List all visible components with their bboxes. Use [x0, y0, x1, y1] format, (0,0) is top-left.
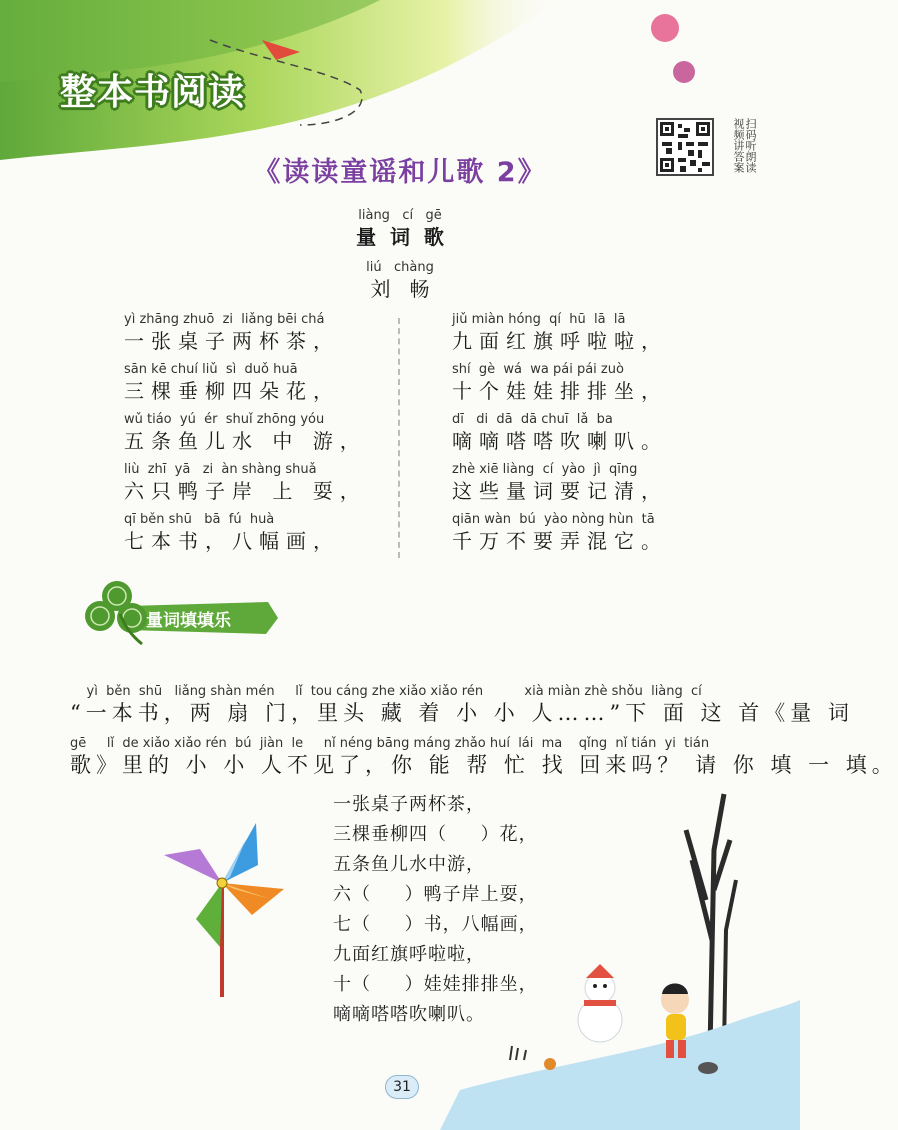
line-pinyin: shí gè wá wa pái pái zuò [452, 362, 624, 377]
sub-section-title: 量词填填乐 [146, 611, 231, 631]
line-text: 七本书，八幅画， [124, 529, 340, 553]
exercise-line: 一张桌子两杯茶， [333, 794, 485, 815]
section-title: 整本书阅读 [60, 72, 246, 113]
instruction-line [70, 684, 854, 726]
poem-line [124, 312, 424, 362]
line-text: 十个娃娃排排坐， [452, 379, 668, 403]
line-pinyin: jiǔ miàn hóng qí hū lā lā [452, 312, 626, 327]
book-title: 《读读童谣和儿歌 2》 [253, 157, 547, 188]
poem-title-block [300, 208, 500, 250]
line-pinyin: dī di dā dā chuī lǎ ba [452, 412, 613, 427]
poem-left-column [124, 312, 424, 562]
instruction-text: 歌》里的 小 小 人不见了，你 能 帮 忙 找 回来吗？ 请 你 填 一 填。 [70, 753, 898, 777]
line-pinyin: liù zhī yā zi àn shàng shuǎ [124, 462, 317, 477]
poem-line [124, 412, 424, 462]
exercise-line-blank[interactable]: 三棵垂柳四（ ）花， [333, 824, 538, 845]
line-pinyin: yì zhāng zhuō zi liǎng bēi chá [124, 312, 325, 327]
exercise-line-blank[interactable]: 六（ ）鸭子岸上耍， [333, 884, 538, 905]
line-text: 九面红旗呼啦啦， [452, 329, 668, 353]
poem-author: 刘 畅 [370, 277, 430, 301]
poem-line [452, 312, 752, 362]
line-text: 这些量词要记清， [452, 479, 668, 503]
line-pinyin: zhè xiē liàng cí yào jì qīng [452, 462, 638, 477]
poem-right-column [452, 312, 752, 562]
instruction-pinyin: yì běn shū liǎng shàn mén lǐ tou cáng zhe xiǎo xiǎo rén xià miàn zhè shǒu liàng cí [70, 684, 702, 699]
line-pinyin: qiān wàn bú yào nòng hùn tā [452, 512, 655, 527]
poem-author-block [300, 260, 500, 302]
line-text: 六只鸭子岸 上 耍， [124, 479, 367, 503]
instruction-pinyin: gē lǐ de xiǎo xiǎo rén bú jiàn le nǐ néng bāng máng zhǎo huí lái ma qǐng nǐ tián yi tián [70, 736, 710, 751]
line-text: 千万不要弄混它。 [452, 529, 668, 553]
snow-scene-illustration [440, 960, 800, 1130]
page-number: 31 [385, 1075, 419, 1099]
pinwheel-illustration [160, 815, 290, 1000]
exercise-line-blank[interactable]: 十（ ）娃娃排排坐， [333, 974, 538, 995]
poem-line [452, 462, 752, 512]
instruction-text: “一本书，两 扇 门，里头 藏 着 小 小 人……”下 面 这 首《量 词 [70, 701, 854, 725]
line-text: 五条鱼儿水 中 游， [124, 429, 367, 453]
exercise-line: 嘀嘀嗒嗒吹喇叭。 [333, 1004, 485, 1025]
poem-line [124, 362, 424, 412]
poem-line [452, 512, 752, 562]
exercise-line-blank[interactable]: 七（ ）书，八幅画， [333, 914, 538, 935]
line-pinyin: sān kē chuí liǔ sì duǒ huā [124, 362, 298, 377]
instruction-line [70, 736, 898, 778]
poem-title: 量 词 歌 [356, 225, 444, 249]
clover-icon [82, 578, 152, 648]
poem-author-pinyin: liú chàng [366, 260, 434, 275]
line-text: 一张桌子两杯茶， [124, 329, 340, 353]
exercise-line: 九面红旗呼啦啦， [333, 944, 485, 965]
poem-line [124, 512, 424, 562]
poem-line [452, 412, 752, 462]
line-pinyin: qī běn shū bā fú huà [124, 512, 275, 527]
poem-line [452, 362, 752, 412]
exercise-line: 五条鱼儿水中游， [333, 854, 485, 875]
line-pinyin: wǔ tiáo yú ér shuǐ zhōng yóu [124, 412, 325, 427]
qr-caption: 扫码听朗读视频讲答案 [732, 118, 757, 173]
poem-title-pinyin: liàng cí gē [358, 208, 442, 223]
poem-line [124, 462, 424, 512]
column-divider [398, 318, 400, 558]
line-text: 三棵垂柳四朵花， [124, 379, 340, 403]
line-text: 嘀嘀嗒嗒吹喇叭。 [452, 429, 668, 453]
